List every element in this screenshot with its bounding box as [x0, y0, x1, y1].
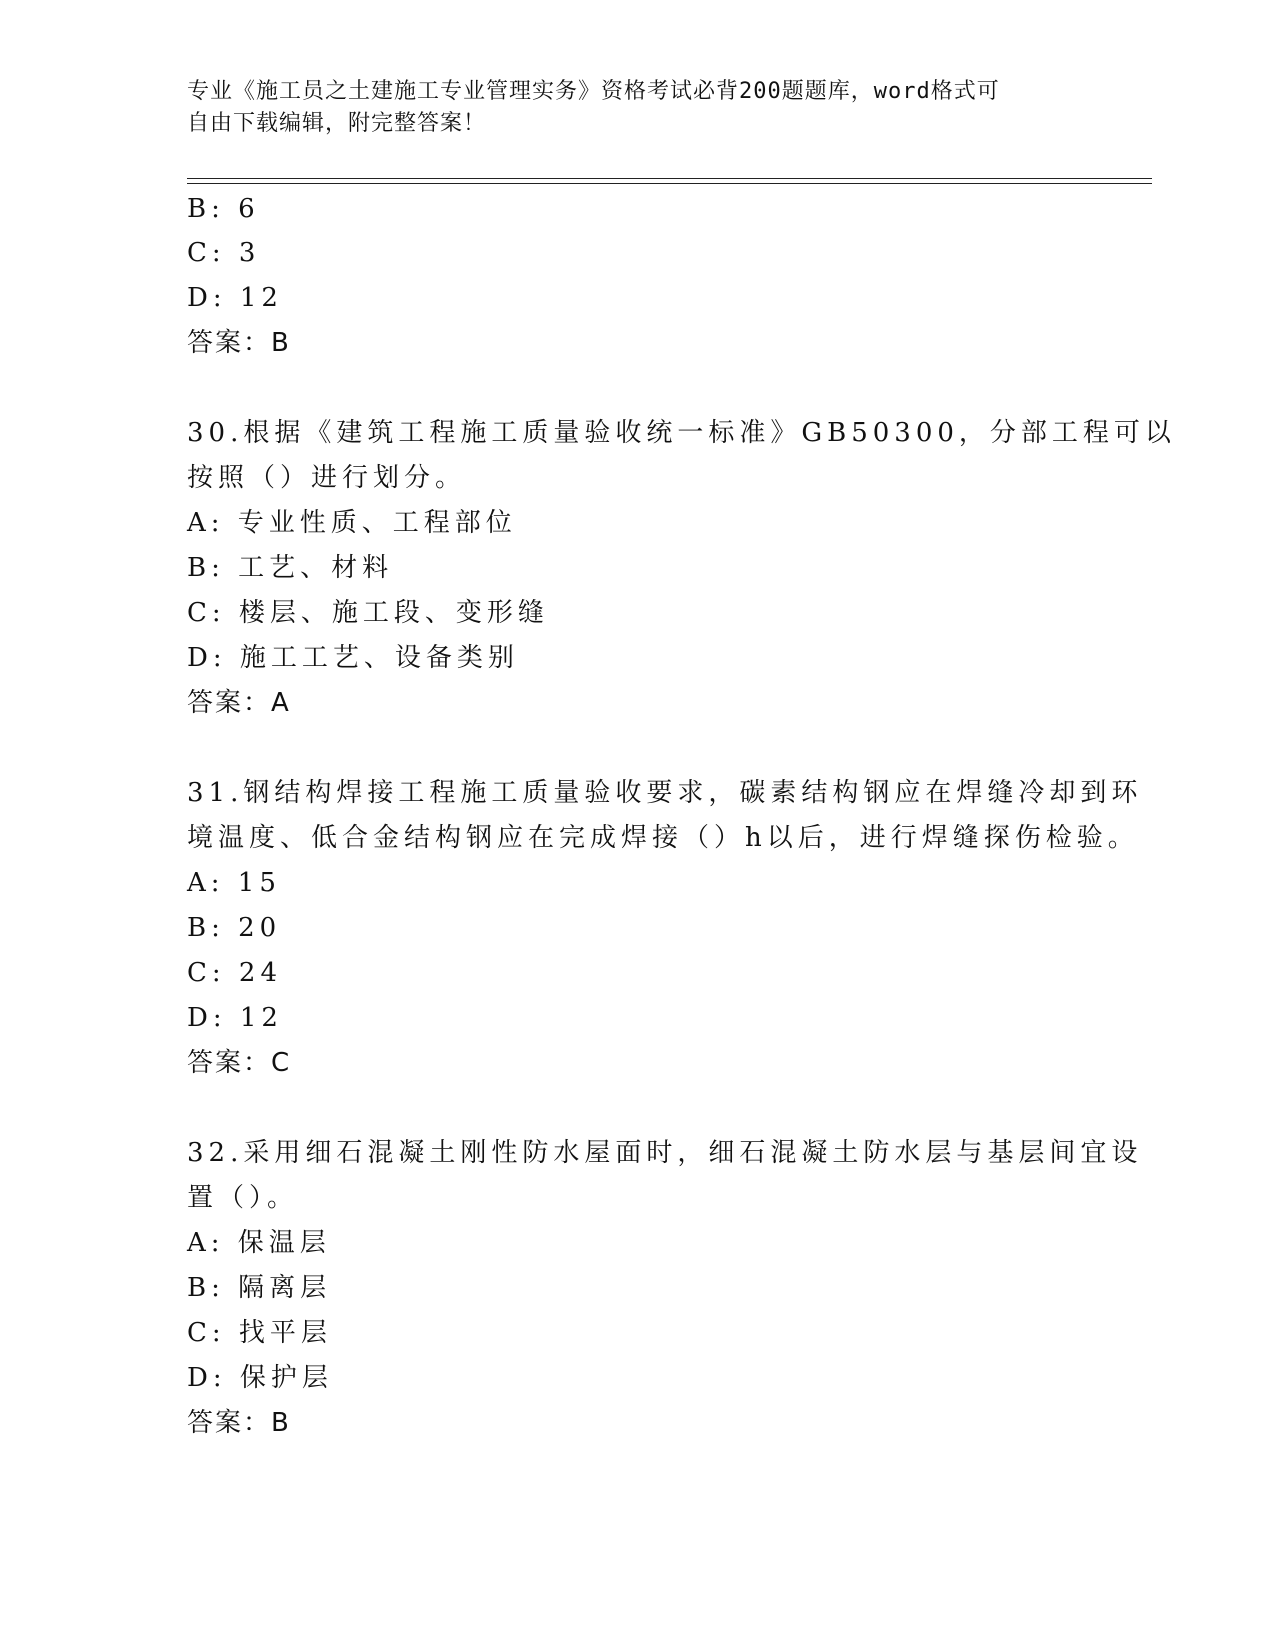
option-a: A: 保温层	[187, 1228, 331, 1258]
answer: 答案：A	[187, 688, 291, 718]
option-b: B: 6	[187, 194, 260, 224]
option-c: C: 24	[187, 958, 283, 988]
document-header	[187, 76, 1067, 140]
question-stem-line: 31.钢结构焊接工程施工质量验收要求，碳素结构钢应在焊缝冷却到环	[187, 778, 1143, 808]
answer: 答案：B	[187, 1408, 291, 1438]
question-stem-line: 按照（）进行划分。	[187, 463, 467, 493]
header-line-1: 专业《施工员之土建施工专业管理实务》资格考试必背200题题库，word格式可	[187, 79, 1000, 104]
option-d: D: 保护层	[187, 1363, 333, 1393]
question-stem-line: 32.采用细石混凝土刚性防水屋面时，细石混凝土防水层与基层间宜设	[187, 1138, 1143, 1168]
option-d: D: 12	[187, 283, 283, 313]
header-line-2: 自由下载编辑，附完整答案！	[187, 111, 487, 136]
header-divider-bottom	[187, 183, 1152, 184]
option-a: A: 15	[187, 868, 281, 898]
option-c: C: 找平层	[187, 1318, 332, 1348]
option-a: A: 专业性质、工程部位	[187, 508, 517, 538]
option-b: B: 20	[187, 913, 282, 943]
option-b: B: 工艺、材料	[187, 553, 394, 583]
question-stem-line: 置（）。	[187, 1183, 299, 1213]
question-stem-line: 境温度、低合金结构钢应在完成焊接（）h以后，进行焊缝探伤检验。	[187, 823, 1139, 853]
question-stem-line: 30.根据《建筑工程施工质量验收统一标准》GB50300，分部工程可以	[187, 418, 1176, 448]
option-b: B: 隔离层	[187, 1273, 332, 1303]
option-c: C: 3	[187, 238, 261, 268]
option-d: D: 12	[187, 1003, 283, 1033]
header-divider-top	[187, 178, 1152, 179]
option-d: D: 施工工艺、设备类别	[187, 643, 519, 673]
answer: 答案：C	[187, 1048, 292, 1078]
answer: 答案：B	[187, 328, 291, 358]
option-c: C: 楼层、施工段、变形缝	[187, 598, 549, 628]
